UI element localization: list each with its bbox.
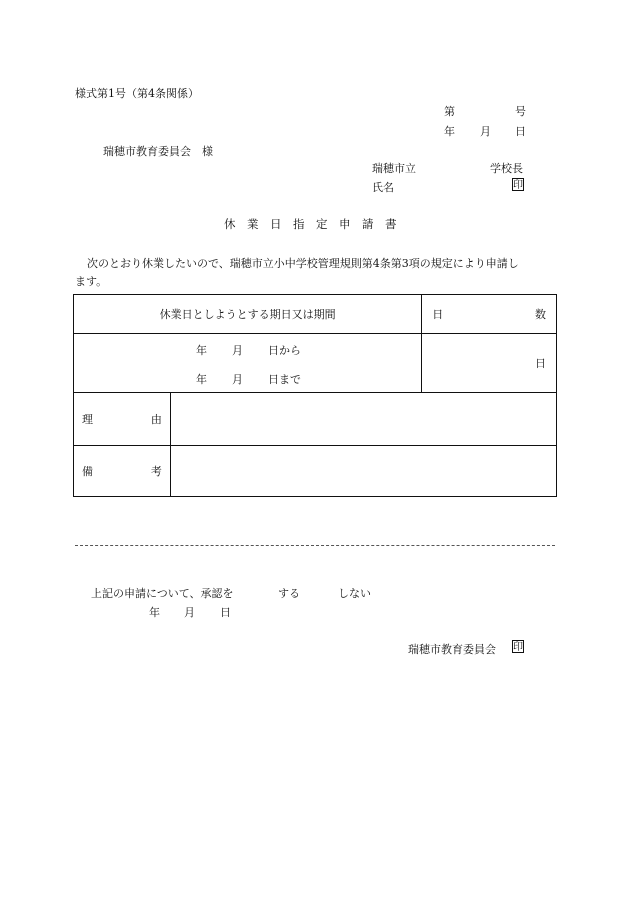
period-input-cell[interactable] — [74, 334, 422, 393]
reason-label-left: 理 — [82, 413, 93, 426]
days-header-right: 数 — [535, 308, 546, 321]
applicant-seal — [512, 178, 524, 191]
document-title: 休 業 日 指 定 申 請 書 — [224, 217, 397, 231]
to-month: 月 — [232, 373, 243, 386]
board-seal-mark: 印 — [513, 642, 523, 653]
from-day: 日から — [268, 344, 301, 357]
approval-year: 年 — [149, 606, 160, 619]
board-seal — [512, 640, 524, 653]
name-label: 氏名 — [372, 181, 394, 194]
doc-number-go: 号 — [515, 105, 526, 118]
to-day: 日まで — [268, 373, 301, 386]
intro-line-2: ます。 — [75, 275, 108, 288]
application-table — [73, 294, 557, 497]
days-header-left: 日 — [432, 308, 444, 321]
approval-day: 日 — [220, 606, 231, 619]
remarks-label-left: 備 — [82, 465, 93, 478]
form-number: 様式第1号（第4条関係） — [75, 87, 199, 100]
addressee: 瑞穂市教育委員会 様 — [103, 145, 213, 158]
period-header: 休業日としようとする期日又は期間 — [159, 308, 336, 321]
to-year: 年 — [196, 373, 207, 386]
approval-option-no[interactable]: しない — [338, 587, 371, 600]
days-header-cell — [422, 295, 557, 334]
date-year: 年 — [444, 125, 455, 138]
days-input-cell[interactable] — [422, 334, 557, 393]
school-suffix: 学校長 — [490, 162, 523, 175]
approval-month: 月 — [184, 606, 195, 619]
days-unit: 日 — [535, 357, 546, 370]
approval-text: 上記の申請について、承認を — [91, 587, 234, 600]
date-day: 日 — [515, 125, 526, 138]
school-prefix: 瑞穂市立 — [372, 162, 416, 175]
date-month: 月 — [480, 125, 491, 138]
from-year: 年 — [196, 344, 207, 357]
approval-option-yes[interactable]: する — [278, 587, 300, 600]
remarks-label-right: 考 — [150, 465, 162, 478]
reason-label-right: 由 — [150, 413, 162, 426]
cut-line-divider — [75, 545, 555, 546]
from-month: 月 — [232, 344, 243, 357]
period-header-cell — [74, 295, 422, 334]
remarks-input-cell[interactable] — [170, 446, 556, 497]
doc-number-dai: 第 — [444, 105, 455, 118]
seal-mark: 印 — [513, 180, 523, 191]
reason-label-cell — [74, 393, 171, 446]
remarks-label-cell — [74, 446, 171, 497]
intro-line-1: 次のとおり休業したいので、瑞穂市立小中学校管理規則第4条第3項の規定により申請し — [87, 257, 519, 270]
reason-input-cell[interactable] — [170, 393, 556, 446]
approval-board: 瑞穂市教育委員会 — [408, 643, 496, 656]
